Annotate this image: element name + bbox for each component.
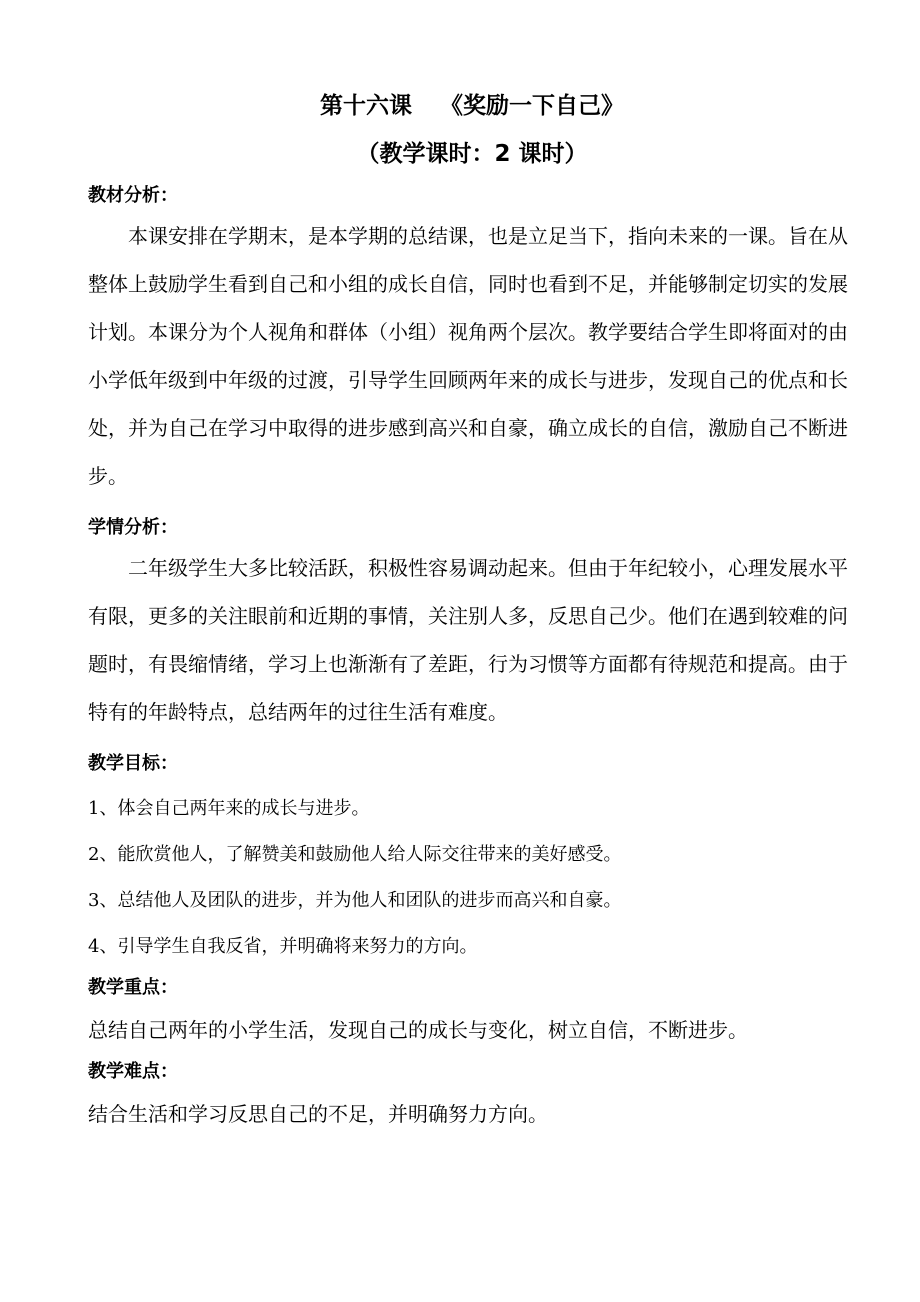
student-analysis-text: 二年级学生大多比较活跃，积极性容易调动起来。但由于年纪较小，心理发展水平有限，更多的关注眼前和近期的事情，关注别人多，反思自己少。他们在遇到较难的问题时，有畏缩情绪，学习上也渐渐有了差距，行为习惯等方面都有待规范和提高。由于特有的年龄特点，总结两年的过往生活有难度。 <box>88 556 848 724</box>
objective-item: 1、体会自己两年来的成长与进步。 <box>88 798 370 819</box>
lesson-number: 第十六课 <box>320 93 412 119</box>
material-analysis-heading: 教材分析： <box>88 185 178 206</box>
objective-item: 3、总结他人及团队的进步，并为他人和团队的进步而高兴和自豪。 <box>88 890 622 911</box>
material-analysis-text: 本课安排在学期末，是本学期的总结课，也是立足当下，指向未来的一课。旨在从整体上鼓励学生看到自己和小组的成长自信，同时也看到不足，并能够制定切实的发展计划。本课分为个人视角和群体（小组）视角两个层次。教学要结合学生即将面对的由小学低年级到中年级的过渡，引导学生回顾两年来的成长与进步，发现自己的优点和长处，并为自己在学习中取得的进步感到高兴和自豪，确立成长的自信，激励自己不断进步。 <box>88 224 848 488</box>
key-points-heading: 教学重点： <box>88 977 178 998</box>
objectives-heading: 教学目标： <box>88 753 178 774</box>
student-analysis-heading: 学情分析： <box>88 517 178 538</box>
lesson-hours: （教学课时：2 课时） <box>356 141 588 167</box>
key-points-text: 总结自己两年的小学生活，发现自己的成长与变化，树立自信，不断进步。 <box>88 1018 748 1042</box>
difficulties-text: 结合生活和学习反思自己的不足，并明确努力方向。 <box>88 1102 548 1126</box>
objective-item: 2、能欣赏他人，了解赞美和鼓励他人给人际交往带来的美好感受。 <box>88 844 622 865</box>
objective-item: 4、引导学生自我反省，并明确将来努力的方向。 <box>88 936 478 957</box>
difficulties-heading: 教学难点： <box>88 1061 178 1082</box>
lesson-title <box>88 92 848 120</box>
lesson-name: 《奖励一下自己》 <box>440 93 624 119</box>
